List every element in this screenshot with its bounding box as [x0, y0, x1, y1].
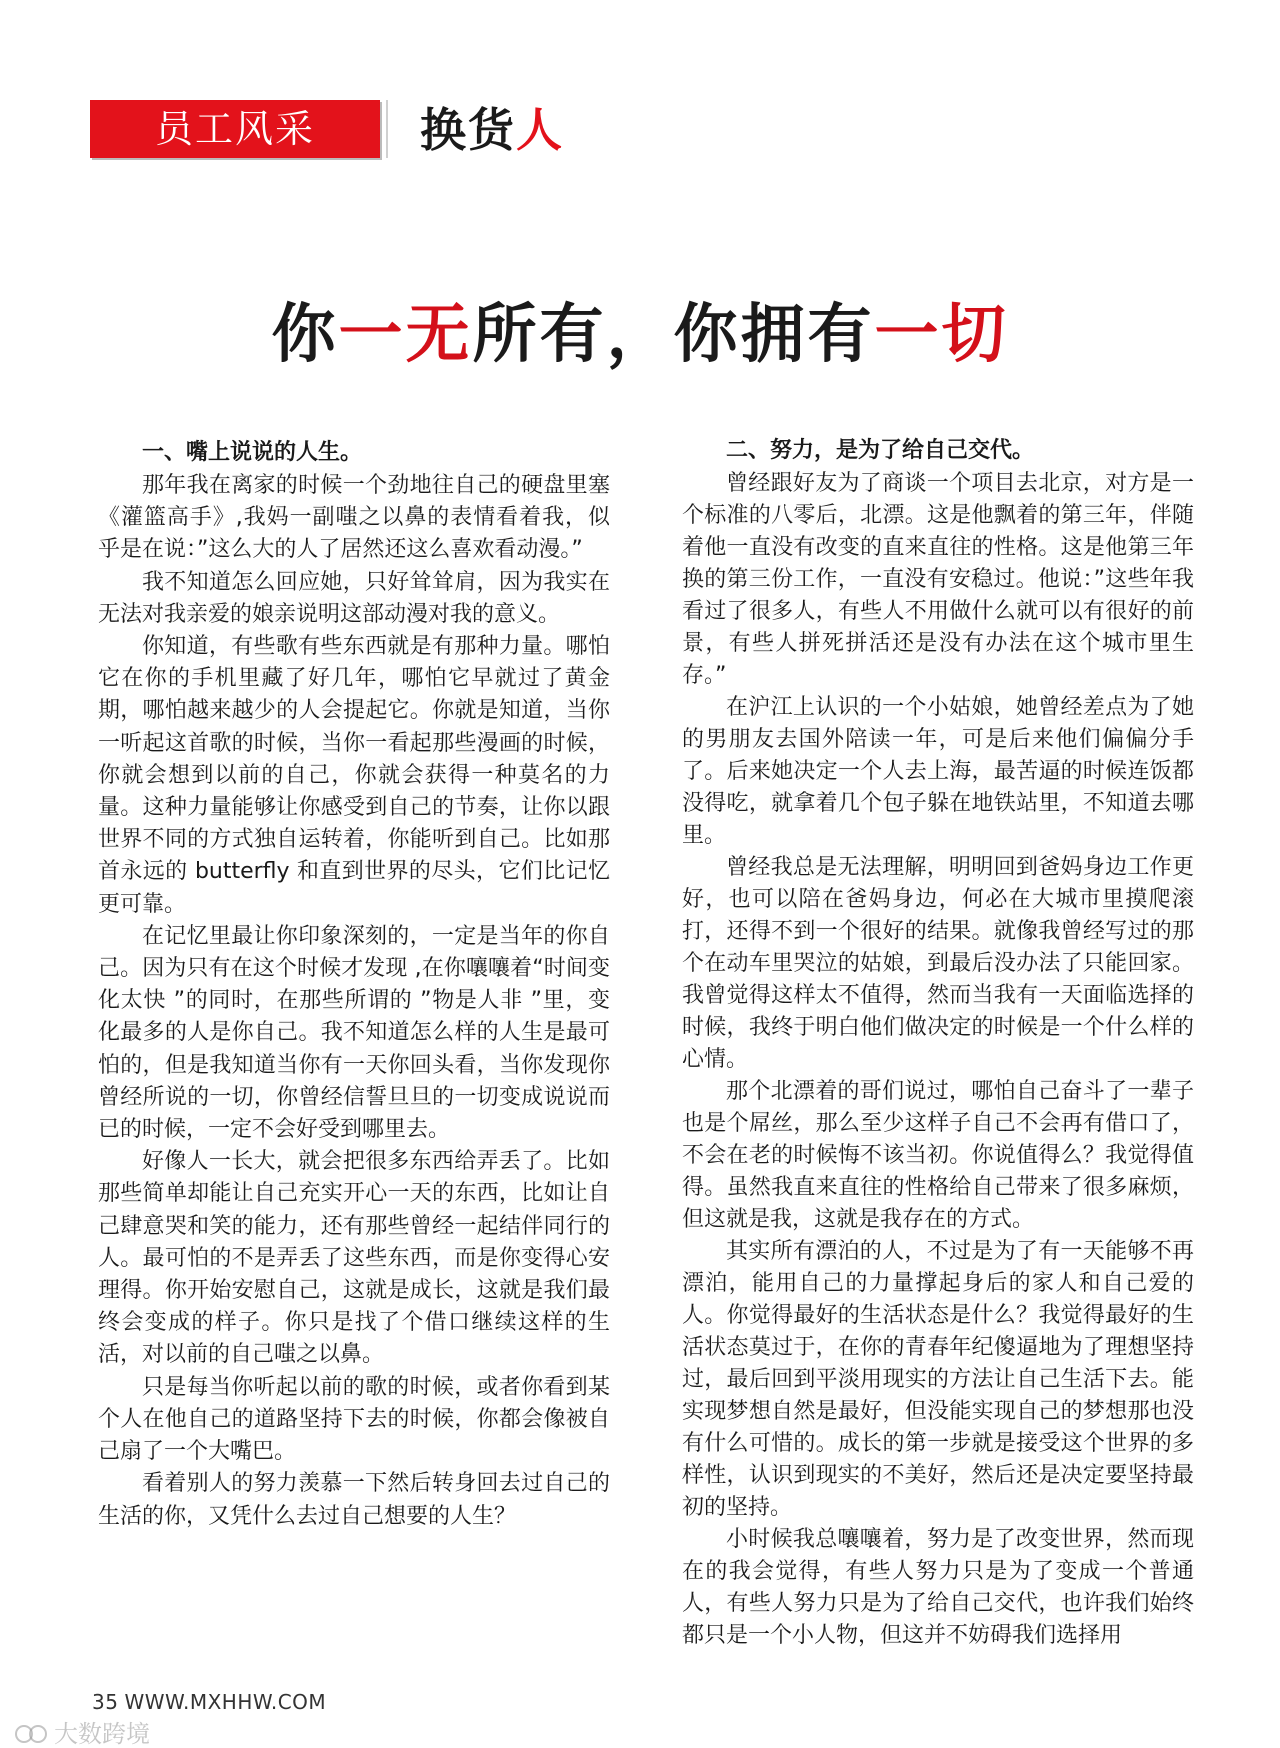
title-part-1: 你: [271, 298, 339, 372]
right-paragraph-2: 在沪江上认识的一个小姑娘，她曾经差点为了她的男朋友去国外陪读一年，可是后来他们偏偏分手了。后来她决定一个人去上海，最苦逼的时候连饭都没得吃，就拿着几个包子躲在地铁站里，不知道去哪里。: [682, 695, 1194, 848]
page-footer: [92, 1690, 326, 1714]
header-divider: [386, 100, 388, 158]
right-paragraph-5: 其实所有漂泊的人，不过是为了有一天能够不再漂泊，能用自己的力量撑起身后的家人和自己爱的人。你觉得最好的生活状态是什么？我觉得最好的生活状态莫过于，在你的青春年纪傻逼地为了理想坚持过，最后回到平淡用现实的方法让自己生活下去。能实现梦想自然是最好，但没能实现自己的梦想那也没有什么可惜的。成长的第一步就是接受这个世界的多样性，认识到现实的不美好，然后还是决定要坚持最初的坚持。: [682, 1239, 1194, 1520]
right-paragraph-6: 小时候我总嚷嚷着，努力是了改变世界，然而现在的我会觉得，有些人努力只是为了变成一个普通人，有些人努力只是为了给自己交代，也许我们始终都只是一个小人物，但这并不妨碍我们选择用: [682, 1527, 1194, 1648]
left-paragraph-1: 那年我在离家的时候一个劲地往自己的硬盘里塞《灌篮高手》,我妈一副嗤之以鼻的表情看着我，似乎是在说：”这么大的人了居然还这么喜欢看动漫。”: [98, 473, 610, 563]
left-paragraph-4: 在记忆里最让你印象深刻的，一定是当年的你自己。因为只有在这个时候才发现 ,在你嚷嚷着“时间变化太快 ”的同时，在那些所谓的 ”物是人非 ”里，变化最多的人是你自己。我不知道怎么样的人生是最可怕的，但是我知道当你有一天你回头看，当你发现你曾经所说的一切，你曾经信誓旦旦的一切变成说说而已的时候，一定不会好受到哪里去。: [98, 923, 610, 1143]
left-paragraph-2: 我不知道怎么回应她，只好耸耸肩，因为我实在无法对我亲爱的娘亲说明这部动漫对我的意义。: [98, 569, 610, 627]
title-part-4: 一切: [874, 298, 1009, 372]
right-column-heading: 二、努力，是为了给自己交代。: [726, 438, 1035, 463]
left-column-heading: 一、嘴上说说的人生。: [142, 440, 363, 465]
section-header: [90, 100, 1190, 160]
right-paragraph-4: 那个北漂着的哥们说过，哪怕自己奋斗了一辈子也是个屌丝，那么至少这样子自己不会再有借口了，不会在老的时候悔不该当初。你说值得么？我觉得值得。虽然我直来直往的性格给自己带来了很多麻烦，但这就是我，这就是我存在的方式。: [682, 1079, 1194, 1232]
right-paragraph-3: 曾经我总是无法理解，明明回到爸妈身边工作更好，也可以陪在爸妈身边，何必在大城市里摸爬滚打，还得不到一个很好的结果。就像我曾经写过的那个在动车里哭泣的姑娘，到最后没办法了只能回家。我曾觉得这样太不值得，然而当我有一天面临选择的时候，我终于明白他们做决定的时候是一个什么样的心情。: [682, 855, 1194, 1072]
article-title: [0, 290, 1280, 380]
watermark-text: 大数跨境: [54, 1720, 150, 1748]
right-column: [682, 434, 1194, 1652]
subsection-title-black: 换货: [420, 103, 516, 157]
left-paragraph-6: 只是每当你听起以前的歌的时候，或者你看到某个人在他自己的道路坚持下去的时候，你都会像被自己扇了一个大嘴巴。: [98, 1374, 610, 1465]
title-part-3: 所有，你拥有: [472, 298, 875, 372]
left-paragraph-5: 好像人一长大，就会把很多东西给弄丢了。比如那些简单却能让自己充实开心一天的东西，比如让自己肆意哭和笑的能力，还有那些曾经一起结伴同行的人。最可怕的不是弄丢了这些东西，而是你变得心安理得。你开始安慰自己，这就是成长，这就是我们最终会变成的样子。你只是找了个借口继续这样的生活，对以前的自己嗤之以鼻。: [98, 1149, 610, 1368]
left-paragraph-3: 你知道，有些歌有些东西就是有那种力量。哪怕它在你的手机里藏了好几年，哪怕它早就过了黄金期，哪怕越来越少的人会提起它。你就是知道，当你一听起这首歌的时候，当你一看起那些漫画的时候，你就会想到以前的自己，你就会获得一种莫名的力量。这种力量能够让你感受到自己的节奏，让你以跟世界不同的方式独自运转着，你能听到自己。比如那首永远的 butterfly 和直到世界的尽头，它们比记忆更可靠。: [98, 634, 610, 917]
watermark: [14, 1720, 150, 1748]
left-paragraph-7: 看着别人的努力羡慕一下然后转身回去过自己的生活的你，又凭什么去过自己想要的人生？: [98, 1471, 610, 1529]
left-column: [98, 436, 610, 1533]
subsection-title: [420, 102, 564, 158]
right-paragraph-1: 曾经跟好友为了商谈一个项目去北京，对方是一个标准的八零后，北漂。这是他飘着的第三年，伴随着他一直没有改变的直来直往的性格。这是他第三年换的第三份工作，一直没有安稳过。他说：”这些年我看过了很多人，有些人不用做什么就可以有很好的前景，有些人拼死拼活还是没有办法在这个城市里生存。”: [682, 471, 1194, 688]
title-part-2: 一无: [338, 298, 473, 372]
footer-website: WWW.MXHHW.COM: [124, 1690, 327, 1714]
watermark-logo-icon: [14, 1722, 48, 1746]
page-number: 35: [92, 1690, 119, 1714]
subsection-title-red: 人: [516, 103, 564, 157]
section-label: 员工风采: [90, 100, 380, 158]
